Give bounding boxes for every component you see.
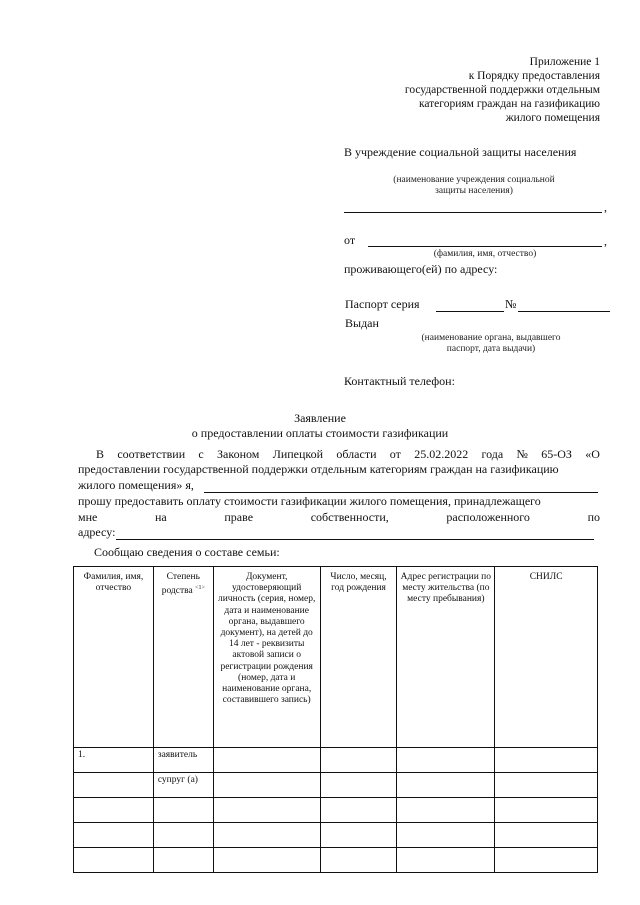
statement-word: с — [198, 447, 204, 461]
document-subtitle: о предоставлении оплаты стоимости газификации — [191, 426, 449, 440]
statement-word: праве — [224, 510, 254, 524]
statement-line: прошу предоставить оплату стоимости газификации жилого помещения, принадлежащего — [78, 494, 541, 508]
table-cell[interactable] — [153, 798, 213, 823]
table-row — [74, 748, 598, 773]
column-header: Документ, удостоверяющий личность (серия, номер, дата и наименование органа, выдавшего документ), на детей до 14 лет - реквизиты актовой записи о регистрации рождения (номер, дата и наименование органа, составившего запись) — [213, 567, 320, 748]
appendix-line: Приложение 1 — [529, 56, 600, 68]
statement-word: 65-ОЗ — [541, 447, 572, 461]
column-header: Адрес регистрации по месту жительства (по месту пребывания) — [397, 567, 495, 748]
statement-word: собственности, — [310, 510, 389, 524]
appendix-block — [405, 55, 600, 125]
issued-hint-line: (наименование органа, выдавшего — [421, 333, 561, 343]
table-cell[interactable]: 1. — [74, 748, 154, 773]
residing-label: проживающего(ей) по адресу: — [344, 262, 498, 276]
family-intro: Сообщаю сведения о составе семьи: — [94, 545, 280, 559]
issued-label: Выдан — [345, 316, 379, 330]
institution-hint-line: защиты населения) — [435, 186, 513, 196]
family-table — [73, 566, 598, 873]
column-header: Фамилия, имя, отчество — [74, 567, 154, 748]
table-cell[interactable] — [74, 848, 154, 873]
statement-word: № — [516, 447, 528, 461]
appendix-line: государственной поддержки отдельным — [404, 84, 600, 96]
institution-label: В учреждение социальной защиты населения — [344, 145, 577, 159]
statement-word: мне — [78, 510, 98, 524]
table-cell[interactable] — [213, 773, 320, 798]
table-cell[interactable] — [397, 823, 495, 848]
table-cell[interactable]: заявитель — [153, 748, 213, 773]
statement-line: жилого помещения» я, — [78, 478, 194, 492]
table-cell[interactable] — [213, 823, 320, 848]
comma: , — [604, 234, 607, 248]
institution-hint-line: (наименование учреждения социальной — [393, 175, 555, 185]
column-header-kinship — [153, 567, 213, 748]
table-cell[interactable] — [397, 798, 495, 823]
table-cell[interactable] — [397, 848, 495, 873]
table-cell[interactable] — [213, 748, 320, 773]
statement-word: «О — [585, 447, 600, 461]
appendix-line: жилого помещения — [505, 112, 600, 124]
issued-hint — [380, 333, 602, 355]
issued-hint-line: паспорт, дата выдачи) — [446, 344, 536, 354]
column-header: Число, месяц, год рождения — [320, 567, 397, 748]
property-address-field[interactable] — [116, 539, 594, 540]
table-cell[interactable] — [320, 848, 397, 873]
table-row — [74, 798, 598, 823]
appendix-line: категориям граждан на газификацию — [418, 98, 600, 110]
table-cell[interactable]: супруг (а) — [153, 773, 213, 798]
table-cell[interactable] — [153, 848, 213, 873]
passport-number-label: № — [505, 297, 517, 311]
statement-word: расположенного — [446, 510, 530, 524]
table-row — [74, 773, 598, 798]
table-cell[interactable] — [74, 798, 154, 823]
statement-word: Законом — [217, 447, 260, 461]
table-row — [74, 823, 598, 848]
passport-series-label: Паспорт серия — [345, 297, 420, 311]
from-label: от — [344, 233, 356, 247]
table-cell[interactable] — [213, 798, 320, 823]
table-cell[interactable] — [495, 823, 598, 848]
statement-word: области — [336, 447, 377, 461]
table-row — [74, 848, 598, 873]
table-cell[interactable] — [495, 848, 598, 873]
comma: , — [604, 200, 607, 214]
statement-line: адресу: — [78, 525, 116, 539]
table-header-row — [74, 567, 598, 748]
phone-label: Контактный телефон: — [344, 374, 455, 388]
institution-hint — [344, 175, 604, 197]
statement-word: соответствии — [117, 447, 186, 461]
table-cell[interactable] — [320, 773, 397, 798]
statement-line — [78, 510, 600, 525]
passport-number-field[interactable] — [518, 311, 610, 312]
table-cell[interactable] — [320, 823, 397, 848]
column-header: Степень родства — [161, 572, 200, 597]
institution-field[interactable] — [344, 212, 602, 213]
table-cell[interactable] — [495, 748, 598, 773]
table-cell[interactable] — [74, 823, 154, 848]
table-cell[interactable] — [397, 748, 495, 773]
document-title: Заявление — [294, 411, 346, 425]
fio-field[interactable] — [368, 246, 602, 247]
table-cell[interactable] — [153, 823, 213, 848]
footnote-ref: <1> — [195, 585, 205, 592]
statement-line: предоставлении государственной поддержки отдельным категориям граждан на газификацию — [78, 462, 559, 476]
table-cell[interactable] — [495, 798, 598, 823]
applicant-name-field[interactable] — [204, 492, 598, 493]
statement-word: В — [96, 447, 105, 461]
statement-word: по — [587, 510, 600, 524]
appendix-line: к Порядку предоставления — [468, 70, 600, 82]
table-cell[interactable] — [320, 748, 397, 773]
table-cell[interactable] — [213, 848, 320, 873]
statement-word: на — [154, 510, 167, 524]
column-header: СНИЛС — [495, 567, 598, 748]
statement-line — [96, 447, 600, 462]
table-cell[interactable] — [74, 773, 154, 798]
statement-word: Липецкой — [272, 447, 324, 461]
table-cell[interactable] — [397, 773, 495, 798]
statement-word: года — [481, 447, 504, 461]
table-cell[interactable] — [495, 773, 598, 798]
fio-hint: (фамилия, имя, отчество) — [433, 249, 537, 259]
passport-series-field[interactable] — [436, 311, 504, 312]
statement-word: от — [389, 447, 401, 461]
statement-word: 25.02.2022 — [414, 447, 469, 461]
table-cell[interactable] — [320, 798, 397, 823]
